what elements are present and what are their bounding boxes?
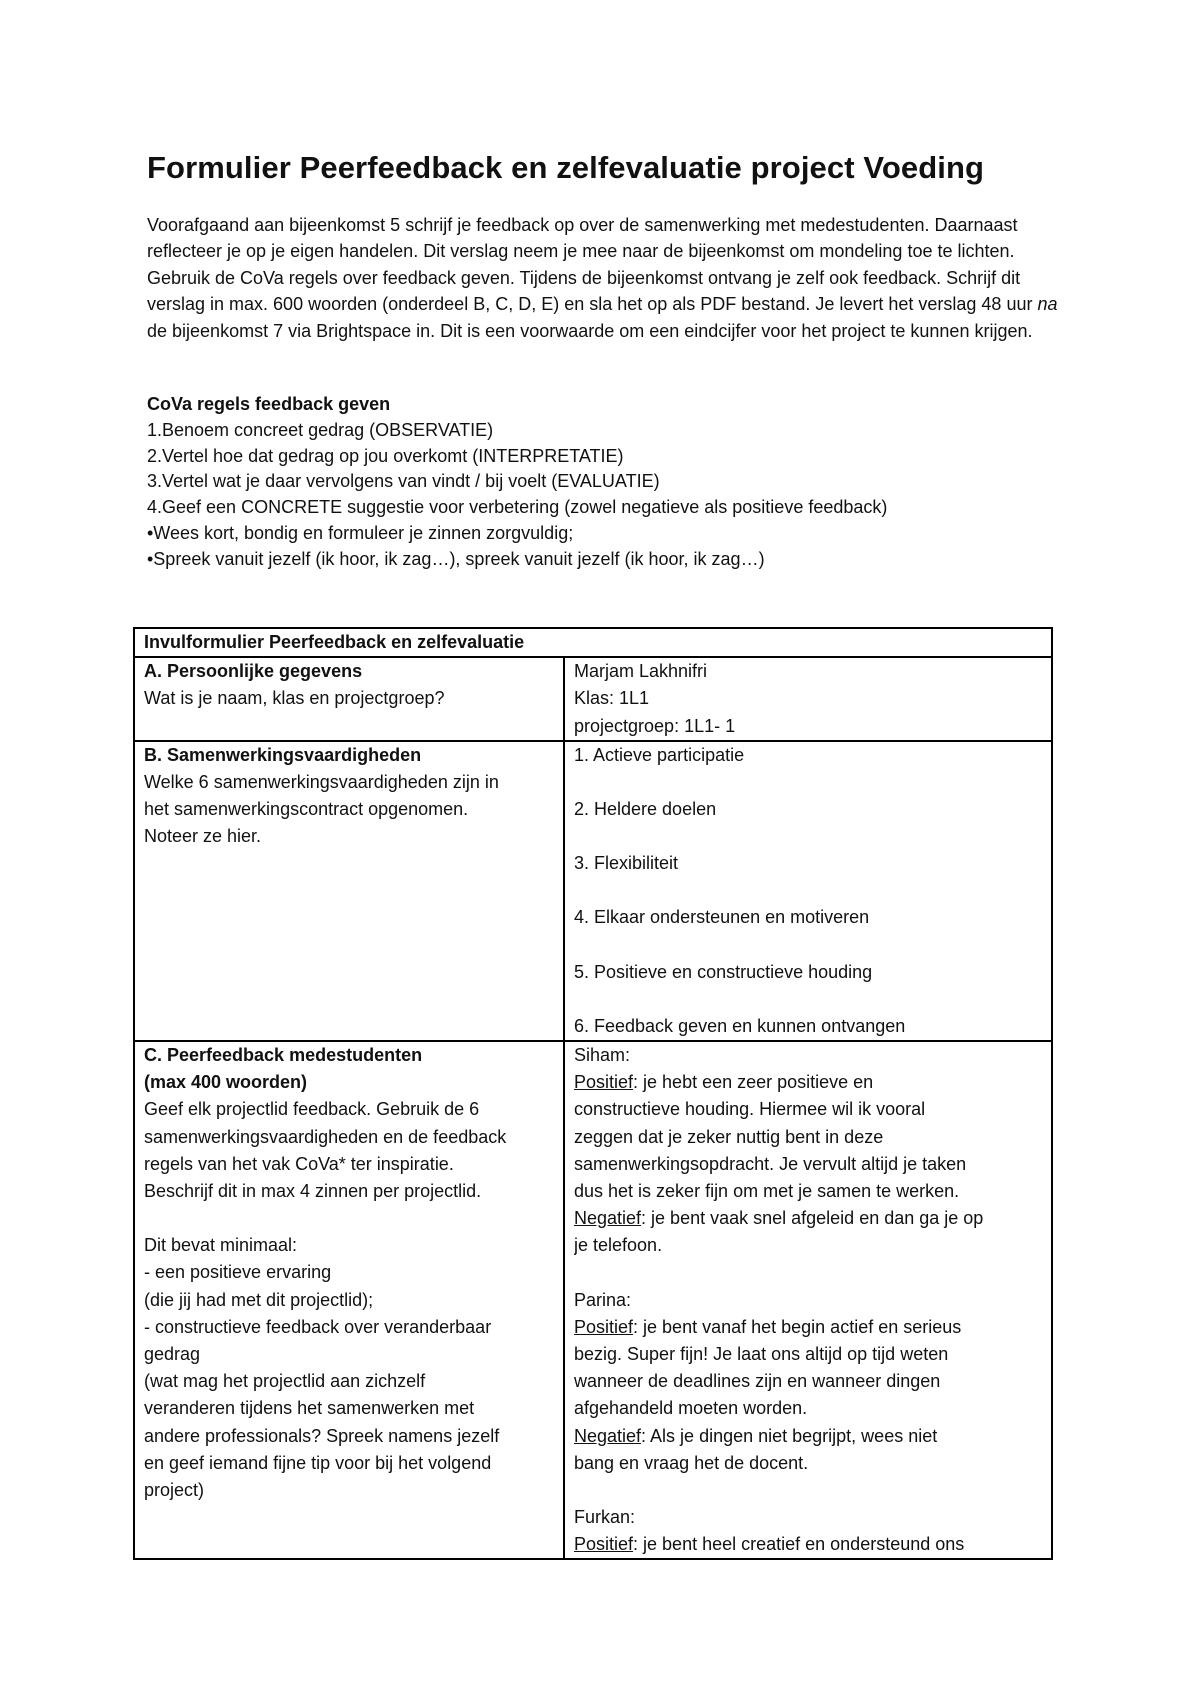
- skill-item: 2. Heldere doelen: [574, 799, 717, 820]
- section-c-answer-cell: [564, 1041, 1052, 1559]
- section-a-title: A. Persoonlijke gegevens: [144, 661, 363, 682]
- section-c-minimum-line: project): [144, 1480, 205, 1501]
- section-c-minimum-line: gedrag: [144, 1344, 201, 1365]
- section-b-title: B. Samenwerkingsvaardigheden: [144, 744, 422, 765]
- section-c-row: [134, 1041, 1052, 1559]
- section-c-minimum-line: - een positieve ervaring: [144, 1262, 332, 1283]
- cova-rule-item: 3.Vertel wat je daar vervolgens van vindt / bij voelt (EVALUATIE): [147, 471, 660, 492]
- positive-label: Positief: [574, 1072, 634, 1093]
- cova-rules: [147, 392, 1077, 573]
- section-c-instruction-line: Beschrijf dit in max 4 zinnen per projectlid.: [144, 1181, 482, 1202]
- negative-label: Negatief: [574, 1425, 642, 1446]
- intro-emphasis: na: [1037, 294, 1058, 315]
- student-name: Marjam Lakhnifri: [574, 661, 708, 682]
- peer-positive-line: constructieve houding. Hiermee wil ik vooral: [574, 1099, 926, 1120]
- skill-item: 1. Actieve participatie: [574, 744, 745, 765]
- skill-item: 5. Positieve en constructieve houding: [574, 961, 873, 982]
- cova-rule-item: 1.Benoem concreet gedrag (OBSERVATIE): [147, 419, 494, 440]
- negative-label: Negatief: [574, 1208, 642, 1229]
- student-projectgroup: projectgroep: 1L1- 1: [574, 715, 736, 736]
- section-c-title: C. Peerfeedback medestudenten: [144, 1045, 423, 1066]
- section-c-subtitle: (max 400 woorden): [144, 1072, 308, 1093]
- section-c-instruction-line: samenwerkingsvaardigheden en de feedback: [144, 1126, 507, 1147]
- intro-paragraph: [147, 212, 1077, 344]
- section-c-minimum-line: andere professionals? Spreek namens jezelf: [144, 1425, 500, 1446]
- section-c-instruction-line: Geef elk projectlid feedback. Gebruik de 6: [144, 1099, 480, 1120]
- student-class: Klas: 1L1: [574, 688, 650, 709]
- intro-text-1: Voorafgaand aan bijeenkomst 5 schrijf je feedback op over de samenwerking met medestudenten. Daarnaast reflecteer je op je eigen handelen. Dit verslag neem je mee naar de bijeenkomst om mondeling toe te lichten. Gebruik de CoVa regels over feedback geven. Tijdens de bijeenkomst ontvang je zelf ook feedback. Schrijf dit verslag in max. 600 woorden (onderdeel B, C, D, E) en sla het op als PDF bestand. Je levert het verslag 48 uur: [147, 215, 1038, 315]
- cova-rule-item: 4.Geef een CONCRETE suggestie voor verbetering (zowel negatieve als positieve feedback): [147, 497, 888, 518]
- peer-positive-line: Positief: je bent vanaf het begin actief en serieus: [574, 1316, 962, 1337]
- peer-positive-line: wanneer de deadlines zijn en wanneer dingen: [574, 1371, 941, 1392]
- section-c-minimum-line: Dit bevat minimaal:: [144, 1235, 298, 1256]
- peer-positive-line: afgehandeld moeten worden.: [574, 1398, 808, 1419]
- section-c-instruction-line: regels van het vak CoVa* ter inspiratie.: [144, 1153, 454, 1174]
- section-b-row: [134, 741, 1052, 1041]
- positive-label: Positief: [574, 1534, 634, 1555]
- skill-item: 4. Elkaar ondersteunen en motiveren: [574, 907, 870, 928]
- peer-negative-line: bang en vraag het de docent.: [574, 1452, 809, 1473]
- section-c-minimum-line: - constructieve feedback over veranderbaar: [144, 1316, 492, 1337]
- section-a-question-cell: [134, 657, 564, 741]
- cova-rule-item: •Spreek vanuit jezelf (ik hoor, ik zag…), spreek vanuit jezelf (ik hoor, ik zag…): [147, 548, 765, 569]
- form-header: Invulformulier Peerfeedback en zelfevaluatie: [134, 628, 1052, 657]
- skill-item: 6. Feedback geven en kunnen ontvangen: [574, 1015, 906, 1036]
- cova-rules-heading: CoVa regels feedback geven: [147, 394, 391, 414]
- peer-positive-line: Positief: je hebt een zeer positieve en: [574, 1072, 874, 1093]
- section-b-question-line: het samenwerkingscontract opgenomen.: [144, 799, 469, 820]
- peer-negative-line: je telefoon.: [574, 1235, 663, 1256]
- section-c-minimum-line: en geef iemand fijne tip voor bij het volgend: [144, 1452, 492, 1473]
- peer-positive-line: samenwerkingsopdracht. Je vervult altijd je taken: [574, 1153, 967, 1174]
- evaluation-form-table: [133, 627, 1053, 1560]
- section-c-question-cell: [134, 1041, 564, 1559]
- section-c-minimum-line: (wat mag het projectlid aan zichzelf: [144, 1371, 426, 1392]
- cova-rule-item: 2.Vertel hoe dat gedrag op jou overkomt (INTERPRETATIE): [147, 445, 624, 466]
- section-b-question-cell: [134, 741, 564, 1041]
- section-b-question-line: Welke 6 samenwerkingsvaardigheden zijn in: [144, 772, 499, 793]
- peer-name-furkan: Furkan:: [574, 1507, 636, 1528]
- section-b-question-line: Noteer ze hier.: [144, 826, 262, 847]
- peer-positive-line: bezig. Super fijn! Je laat ons altijd op tijd weten: [574, 1344, 949, 1365]
- skill-item: 3. Flexibiliteit: [574, 853, 679, 874]
- page-title: Formulier Peerfeedback en zelfevaluatie project Voeding: [147, 150, 985, 185]
- section-b-answer-cell: [564, 741, 1052, 1041]
- form-header-row: [134, 628, 1052, 657]
- peer-negative-line: Negatief: Als je dingen niet begrijpt, wees niet: [574, 1425, 938, 1446]
- section-c-minimum-line: (die jij had met dit projectlid);: [144, 1289, 374, 1310]
- section-c-minimum-line: veranderen tijdens het samenwerken met: [144, 1398, 475, 1419]
- peer-positive-line: dus het is zeker fijn om met je samen te werken.: [574, 1181, 960, 1202]
- peer-positive-line: Positief: je bent heel creatief en ondersteund ons: [574, 1534, 965, 1555]
- intro-text-2: de bijeenkomst 7 via Brightspace in. Dit is een voorwaarde om een eindcijfer voor het project te kunnen krijgen.: [147, 320, 1033, 341]
- peer-name-parina: Parina:: [574, 1289, 632, 1310]
- peer-negative-line: Negatief: je bent vaak snel afgeleid en dan ga je op: [574, 1208, 984, 1229]
- peer-name-siham: Siham:: [574, 1045, 631, 1066]
- section-a-answer-cell: [564, 657, 1052, 741]
- cova-rule-item: •Wees kort, bondig en formuleer je zinnen zorgvuldig;: [147, 522, 574, 543]
- positive-label: Positief: [574, 1316, 634, 1337]
- peer-positive-line: zeggen dat je zeker nuttig bent in deze: [574, 1126, 884, 1147]
- section-a-row: [134, 657, 1052, 741]
- section-a-question: Wat is je naam, klas en projectgroep?: [144, 688, 445, 709]
